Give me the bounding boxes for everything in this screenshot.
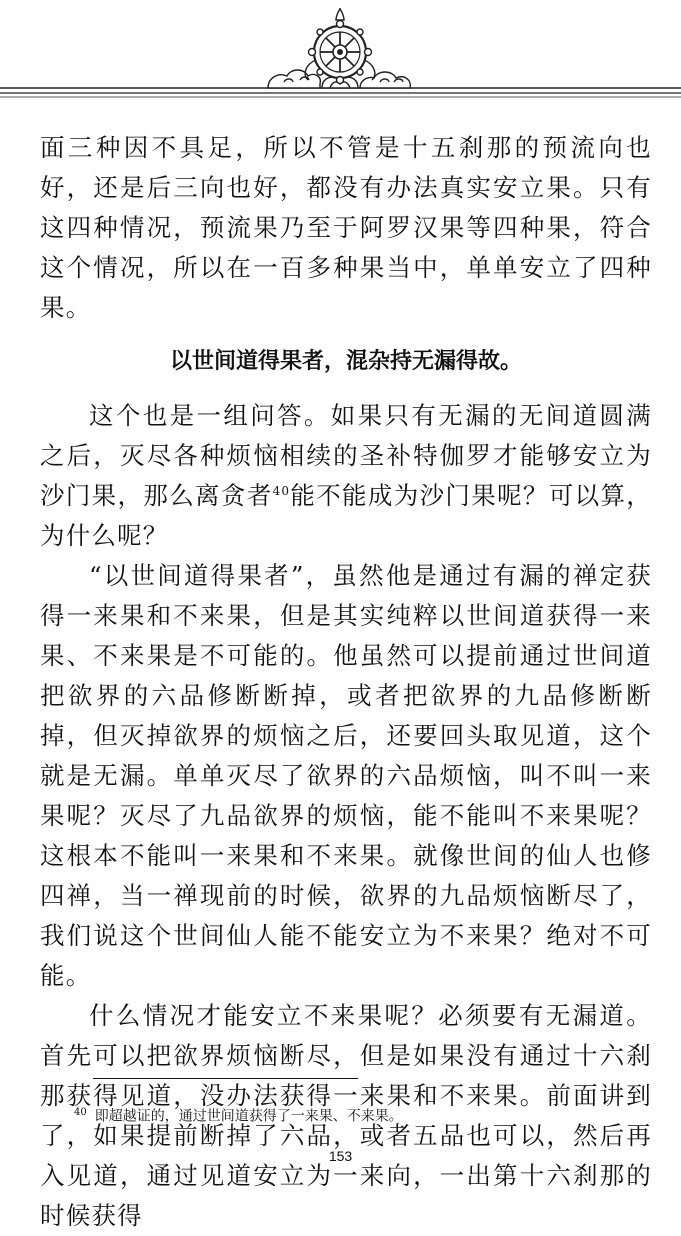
footnote	[74, 1103, 403, 1127]
footnote-divider	[93, 1078, 358, 1079]
body-paragraph-4: 什么情况才能安立不来果呢？必须要有无漏道。首先可以把欲界烦恼断尽，但是如果没有通过十六刹那获得见道，没办法获得一来果和不来果。前面讲到了，如果提前断掉了六品，或者五品也可以，然后再入见道，通过见道安立为一来向，一出第十六刹那的时候获得	[40, 1001, 652, 1230]
dharma-wheel-icon	[0, 0, 681, 105]
paragraph-2-text-end: 能不能成为沙门果呢？可以算，为什么呢？	[40, 481, 652, 550]
body-paragraph-1: 面三种因不具足，所以不管是十五刹那的预流向也好，还是后三向也好，都没有办法真实安立果。只有这四种情况，预流果乃至于阿罗汉果等四种果，符合这个情况，所以在一百多种果当中，单单安立了四种果。	[40, 133, 652, 322]
body-paragraph-2	[40, 396, 652, 556]
page-body	[40, 128, 652, 1236]
section-heading: 以世间道得果者，混杂持无漏得故。	[169, 349, 522, 374]
page-number: 153	[328, 1148, 353, 1164]
footnote-mark: 40	[74, 1107, 87, 1118]
footnote-reference: 40	[272, 483, 291, 498]
body-paragraph-3: “以世间道得果者”，虽然他是通过有漏的禅定获得一来果和不来果，但是其实纯粹以世间道获得一来果、不来果是不可能的。他虽然可以提前通过世间道把欲界的六品修断断掉，或者把欲界的九品修断断掉，但灭掉欲界的烦恼之后，还要回头取见道，这个就是无漏。单单灭尽了欲界的六品烦恼，叫不叫一来果呢？灭尽了九品欲界的烦恼，能不能叫不来果呢？这根本不能叫一来果和不来果。就像世间的仙人也修四禅，当一禅现前的时候，欲界的九品烦恼断尽了，我们说这个世间仙人能不能安立为不来果？绝对不可能。	[40, 561, 652, 990]
paragraph-2-text-start: 这个也是一组问答。如果只有无漏的无间道圆满之后，灭尽各种烦恼相续的圣补特伽罗才能够安立为沙门果，那么离贪者	[40, 401, 652, 510]
page-header-ornament	[0, 0, 681, 105]
footnote-text: 即超越证的，通过世间道获得了一来果、不来果。	[94, 1108, 403, 1125]
